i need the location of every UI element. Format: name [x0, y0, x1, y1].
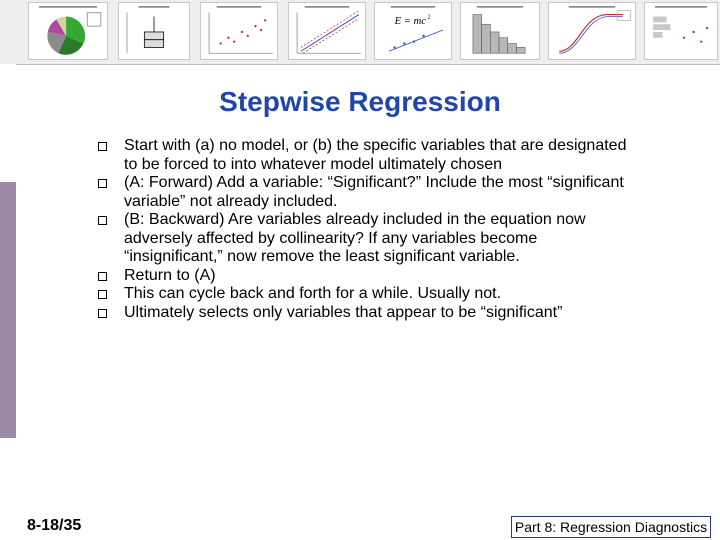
probability-plot-thumbnail — [288, 2, 366, 60]
square-bullet-icon — [98, 272, 107, 281]
svg-text:2: 2 — [427, 14, 431, 21]
footer-label: Part 8: Regression Diagnostics — [511, 516, 711, 538]
left-edge-accent — [0, 182, 16, 438]
square-bullet-icon — [98, 142, 107, 151]
bullet-text: Start with (a) no model, or (b) the specific variables that are designated to be forced to into whatever model ultimately chosen — [124, 137, 627, 173]
bullet-item — [92, 304, 637, 323]
bullet-item — [92, 267, 637, 286]
left-edge-strip-bottom — [0, 438, 16, 540]
square-bullet-icon — [98, 309, 107, 318]
bar-chart-thumbnail — [644, 2, 718, 60]
bullet-item — [92, 211, 637, 267]
square-bullet-icon — [98, 216, 107, 225]
pie-chart-thumbnail — [28, 2, 108, 60]
histogram-thumbnail — [460, 2, 540, 60]
cdf-plot-thumbnail — [548, 2, 636, 60]
bullet-text: This can cycle back and forth for a while. Usually not. — [124, 285, 502, 302]
bullet-item — [92, 137, 637, 174]
square-bullet-icon — [98, 290, 107, 299]
thumbnail-banner — [0, 0, 720, 65]
bullet-text: (A: Forward) Add a variable: “Significant?” Include the most “significant variable” not already included. — [124, 174, 624, 210]
svg-text:E = mc: E = mc — [394, 16, 426, 28]
bullet-item — [92, 285, 637, 304]
left-edge-strip — [0, 64, 16, 182]
bullet-text: Return to (A) — [124, 266, 216, 284]
scatter-plot-thumbnail — [200, 2, 278, 60]
box-plot-thumbnail — [118, 2, 190, 60]
bullet-list — [92, 137, 637, 322]
square-bullet-icon — [98, 179, 107, 188]
slide-title: Stepwise Regression — [219, 86, 501, 117]
bullet-text: Ultimately selects only variables that appear to be “significant” — [124, 303, 563, 321]
slide-number: 8-18/35 — [27, 517, 82, 534]
bullet-text: (B: Backward) Are variables already included in the equation now adversely affected by collinearity? If any variables become “insignificant,” now remove the least significant variable. — [124, 211, 586, 265]
equation-plot-thumbnail — [374, 2, 452, 60]
bullet-item — [92, 174, 637, 211]
